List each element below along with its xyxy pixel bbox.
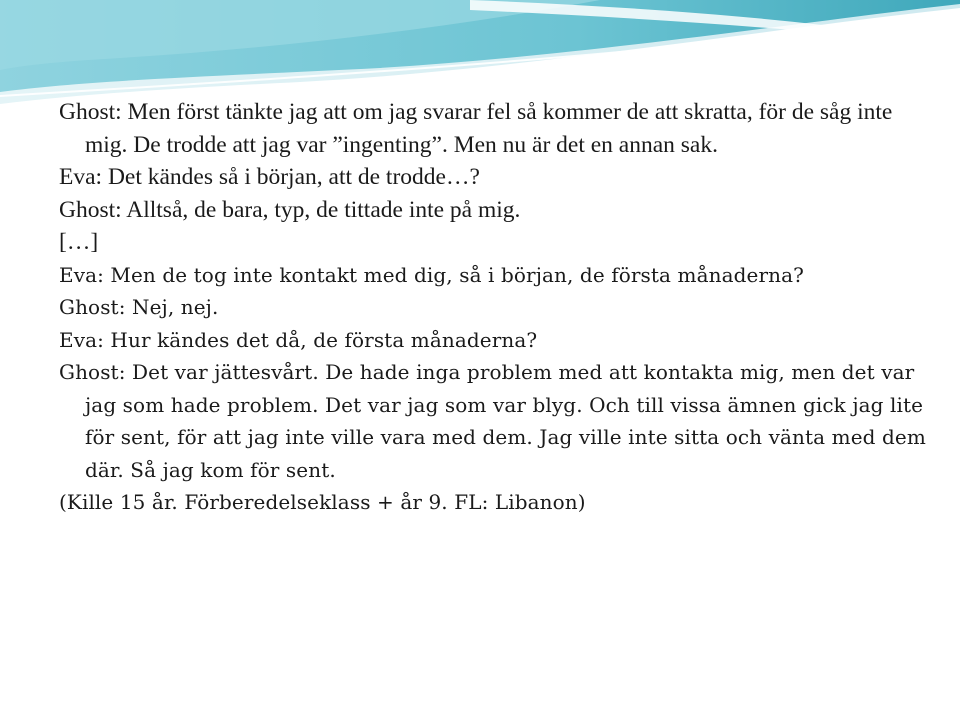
transcript-line-ghost-2: Ghost: Alltså, de bara, typ, de tittade inte på mig.: [59, 196, 521, 223]
transcript-line-eva-2: Eva: Men de tog inte kontakt med dig, så i början, de första månaderna?: [59, 262, 804, 287]
transcript-line-ghost-3: Ghost: Nej, nej.: [59, 295, 219, 319]
transcript-line-eva-3: Eva: Hur kändes det då, de första månaderna?: [59, 327, 538, 352]
transcript-ellipsis: […]: [59, 229, 99, 255]
transcript-line-eva-1: Eva: Det kändes så i början, att de trodde…?: [59, 164, 480, 190]
source-note: (Kille 15 år. Förberedelseklass + år 9. FL: Libanon): [59, 490, 586, 514]
transcript-line-ghost-4: Ghost: Det var jättesvårt. De hade inga problem med att kontakta mig, men det var jag som hade problem. Det var jag som var blyg. Och till vissa ämnen gick jag lite för sent, för att jag inte ville vara med dem. Jag ville inte sitta och vänta med dem där. Så jag kom för sent.: [59, 360, 926, 482]
transcript-line-ghost-1: Ghost: Men först tänkte jag att om jag svarar fel så kommer de att skratta, för de såg inte mig. De trodde att jag var ”ingenting”. Men nu är det en annan sak.: [59, 99, 893, 158]
transcript-text: [59, 96, 939, 519]
